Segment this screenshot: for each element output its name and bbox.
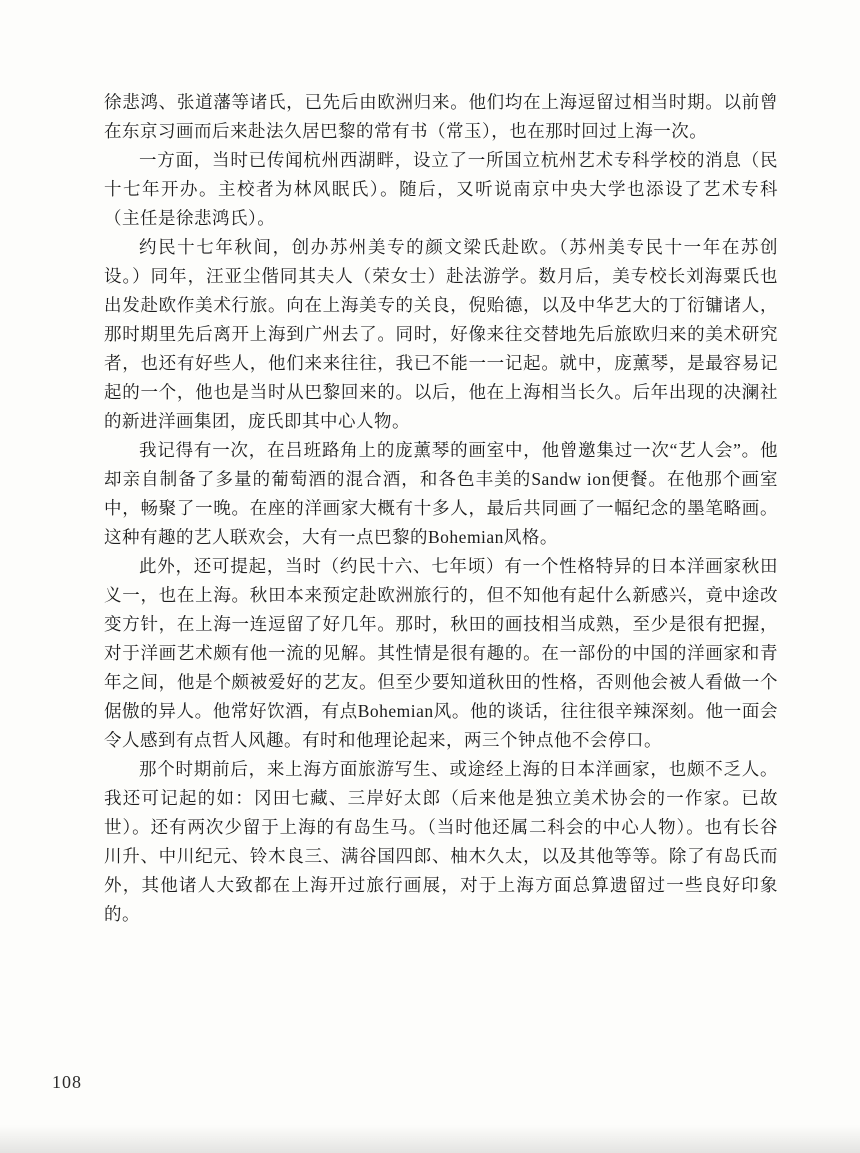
- paragraph: 我记得有一次，在吕班路角上的庞薰琴的画室中，他曾邀集过一次“艺人会”。他却亲自制备了多量的葡萄酒的混合酒，和各色丰美的Sandw ion便餐。在他那个画室中，畅聚了一晚。在座的洋画家大概有十多人，最后共同画了一幅纪念的墨笔略画。这种有趣的艺人联欢会，大有一点巴黎的Bohemian风格。: [104, 440, 778, 547]
- page-number: 108: [52, 1072, 82, 1092]
- paragraph: 一方面，当时已传闻杭州西湖畔，设立了一所国立杭州艺术专科学校的消息（民十七年开办。主校者为林风眠氏）。随后，又听说南京中央大学也添设了艺术专科（主任是徐悲鸿氏）。: [104, 150, 778, 228]
- paragraph: 那个时期前后，来上海方面旅游写生、或途经上海的日本洋画家，也颇不乏人。我还可记起的如：冈田七藏、三岸好太郎（后来他是独立美术协会的一作家。已故世）。还有两次少留于上海的有岛生马。（当时他还属二科会的中心人物）。也有长谷川升、中川纪元、铃木良三、满谷国四郎、柚木久太，以及其他等等。除了有岛氏而外，其他诸人大致都在上海开过旅行画展，对于上海方面总算遗留过一些良好印象的。: [104, 759, 778, 924]
- paragraph: 此外，还可提起，当时（约民十六、七年顷）有一个性格特异的日本洋画家秋田义一，也在上海。秋田本来预定赴欧洲旅行的，但不知他有起什么新感兴，竟中途改变方针，在上海一连逗留了好几年。那时，秋田的画技相当成熟，至少是很有把握，对于洋画艺术颇有他一流的见解。其性情是很有趣的。在一部份的中国的洋画家和青年之间，他是个颇被爱好的艺友。但至少要知道秋田的性格，否则他会被人看做一个倨傲的异人。他常好饮酒，有点Bohemian风。他的谈话，往往很辛辣深刻。他一面会令人感到有点哲人风趣。有时和他理论起来，两三个钟点他不会停口。: [104, 556, 778, 750]
- paragraph: 约民十七年秋间，创办苏州美专的颜文梁氏赴欧。（苏州美专民十一年在苏创设。）同年，汪亚尘偕同其夫人（荣女士）赴法游学。数月后，美专校长刘海粟氏也出发赴欧作美术行旅。向在上海美专的关良，倪贻德，以及中华艺大的丁衍镛诸人，那时期里先后离开上海到广州去了。同时，好像来往交替地先后旅欧归来的美术研究者，也还有好些人，他们来来往往，我已不能一一记起。就中，庞薰琴，是最容易记起的一个，他也是当时从巴黎回来的。以后，他在上海相当长久。后年出现的决澜社的新进洋画集团，庞氏即其中心人物。: [104, 237, 778, 431]
- body-text: [104, 88, 778, 929]
- paragraph: 徐悲鸿、张道藩等诸氏，已先后由欧洲归来。他们均在上海逗留过相当时期。以前曾在东京习画而后来赴法久居巴黎的常有书（常玉），也在那时回过上海一次。: [104, 92, 778, 141]
